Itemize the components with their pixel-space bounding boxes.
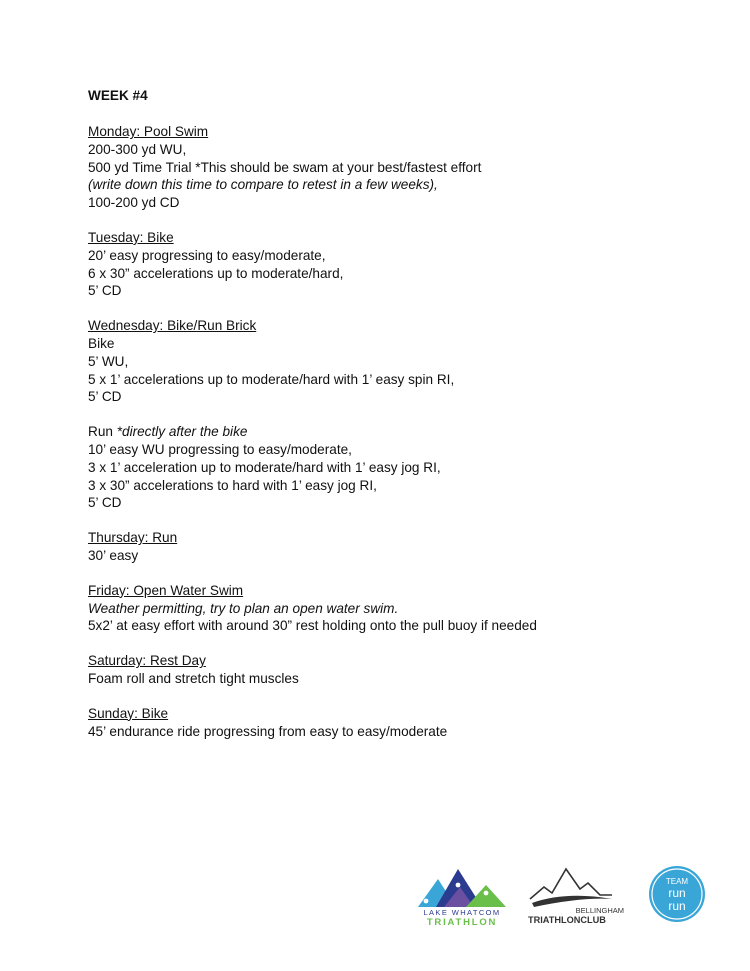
saturday-line: Foam roll and stretch tight muscles (88, 670, 299, 686)
friday-section (88, 582, 708, 635)
monday-line: 500 yd Time Trial *This should be swam at your best/fastest effort (88, 159, 482, 175)
tuesday-heading: Tuesday: Bike (88, 229, 174, 245)
sunday-section (88, 705, 708, 741)
page-title: WEEK #4 (88, 88, 148, 103)
tuesday-line: 6 x 30” accelerations up to moderate/hard, (88, 265, 344, 281)
lake-whatcom-triathlon-logo (414, 863, 510, 927)
run-label: Run (88, 424, 113, 440)
tuesday-section (88, 229, 708, 300)
swimmer-icon (424, 899, 429, 904)
cyclist-icon (456, 883, 461, 888)
run-text-second: run (668, 899, 686, 913)
wednesday-heading: Wednesday: Bike/Run Brick (88, 318, 257, 334)
monday-section (88, 123, 708, 212)
runner-icon (484, 891, 489, 896)
mountain-outline-shape (530, 869, 612, 899)
tuesday-line: 5’ CD (88, 283, 122, 299)
sunday-heading: Sunday: Bike (88, 705, 169, 721)
sunday-line: 45’ endurance ride progressing from easy to easy/moderate (88, 723, 448, 739)
wednesday-bike-line: 5 x 1’ accelerations up to moderate/hard with 1’ easy spin RI, (88, 371, 455, 387)
friday-note: Weather permitting, try to plan an open water swim. (88, 600, 399, 616)
run-text: run (668, 886, 686, 900)
triathlon-text: TRIATHLON (426, 917, 498, 927)
monday-line: 200-300 yd WU, (88, 141, 187, 157)
wednesday-run-line: 3 x 30” accelerations to hard with 1’ easy jog RI, (88, 477, 377, 493)
lake-whatcom-text: LAKE WHATCOM (423, 908, 501, 917)
bellingham-text: BELLINGHAM (575, 906, 624, 915)
wednesday-bike-section (88, 317, 708, 406)
wednesday-bike-line: 5’ CD (88, 389, 122, 405)
sponsor-logos (0, 855, 750, 935)
wednesday-run-line: 3 x 1’ acceleration up to moderate/hard with 1’ easy jog RI, (88, 459, 441, 475)
triathlon-club-text: TRIATHLONCLUB (528, 915, 606, 925)
monday-line: 100-200 yd CD (88, 195, 180, 211)
tuesday-line: 20’ easy progressing to easy/moderate, (88, 247, 326, 263)
wednesday-run-label-line (88, 423, 708, 441)
friday-heading: Friday: Open Water Swim (88, 582, 244, 598)
wednesday-run-line: 5’ CD (88, 495, 122, 511)
thursday-heading: Thursday: Run (88, 530, 178, 546)
bellingham-triathlon-club-logo (526, 865, 628, 927)
wednesday-bike-line: 5’ WU, (88, 353, 129, 369)
document-body (88, 87, 708, 757)
wednesday-bike-line: Bike (88, 335, 115, 351)
saturday-section (88, 652, 708, 688)
team-text: TEAM (665, 877, 689, 886)
wednesday-run-section (88, 423, 708, 512)
wednesday-run-line: 10’ easy WU progressing to easy/moderate, (88, 441, 352, 457)
thursday-line: 30’ easy (88, 547, 139, 563)
team-run-run-logo (648, 865, 706, 923)
run-note: *directly after the bike (116, 424, 248, 440)
friday-line: 5x2’ at easy effort with around 30” rest holding onto the pull buoy if needed (88, 618, 537, 634)
monday-heading: Monday: Pool Swim (88, 124, 209, 139)
thursday-section (88, 529, 708, 565)
monday-line: (write down this time to compare to retest in a few weeks), (88, 177, 438, 193)
saturday-heading: Saturday: Rest Day (88, 653, 206, 669)
